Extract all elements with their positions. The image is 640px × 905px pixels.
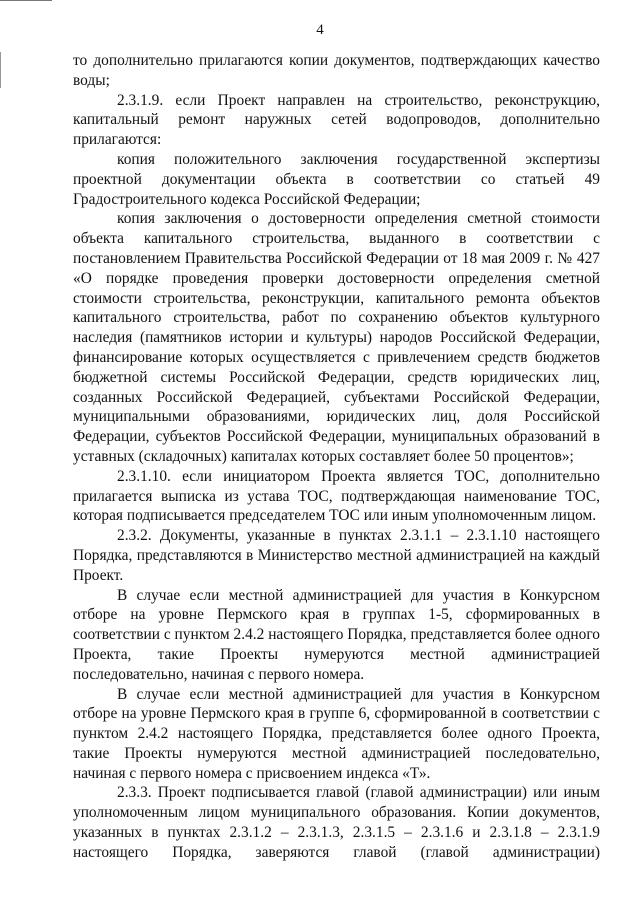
- paragraph-groups-1-5: В случае если местной администрацией для участия в Конкурсном отборе на уровне Пермского края в группах 1-5, сформированных в соответствии с пунктом 2.4.2 настоящего Порядка, представляется более одного Проекта, такие Проекты нумеруются местной администрацией последовательно, начиная с первого номера.: [73, 586, 600, 683]
- paragraph-2-3-2: 2.3.2. Документы, указанные в пунктах 2.3.1.1 – 2.3.1.10 настоящего Порядка, представляются в Министерство местной администрацией на каждый Проект.: [73, 527, 600, 584]
- paragraph-2-3-3: 2.3.3. Проект подписывается главой (главой администрации) или иным уполномоченным лицом муниципального образования. Копии документов, указанных в пунктах 2.3.1.2 – 2.3.1.3, 2.3.1.5 – 2.3.1.6 и 2.3.1.8 – 2.3.1.9 настоящего Порядка, заверяются главой (главой администрации): [73, 784, 600, 861]
- paragraph-2-3-1-9: 2.3.1.9. если Проект направлен на строительство, реконструкцию, капитальный ремонт наружных сетей водопроводов, дополнительно прилагаются:: [73, 91, 600, 149]
- paragraph-continuation: то дополнительно прилагаются копии документов, подтверждающих качество воды;: [73, 52, 600, 89]
- paragraph-estimate-copy: копия заключения о достоверности определения сметной стоимости объекта капитального строительства, выданного в соответствии с постановлением Правительства Российской Федерации от 18 мая 2009 г. № 427 «О порядке проведения проверки достоверности определения сметной стоимости строительства, реконструкции, капитального ремонта объектов капитального строительства, работ по сохранению объектов культурного наследия (памятников истории и культуры) народов Российской Федерации, финансирование которых осуществляется с привлечением средств бюджетов бюджетной системы Российской Федерации, средств юридических лиц, созданных Российской Федерацией, субъектами Российской Федерации, муниципальными образованиями, юридических лиц, доля Российской Федерации, субъектов Российской Федерации, муниципальных образований в уставных (складочных) капиталах которых составляет более 50 процентов»;: [73, 210, 600, 465]
- scan-edge-line: [0, 0, 52, 1]
- page-number: 4: [316, 22, 324, 38]
- paragraph-2-3-1-10: 2.3.1.10. если инициатором Проекта является ТОС, дополнительно прилагается выписка из устава ТОС, подтверждающая наименование ТОС, которая подписывается председателем ТОС или иным уполномоченным лицом.: [73, 467, 600, 525]
- scan-edge-mark: [0, 52, 1, 88]
- document-body: [73, 51, 600, 863]
- paragraph-group-6: В случае если местной администрацией для участия в Конкурсном отборе на уровне Пермского края в группе 6, сформированной в соответствии с пунктом 2.4.2 настоящего Порядка, представляется более одного Проекта, такие Проекты нумеруются местной администрацией последовательно, начиная с первого номера с присвоением индекса «Т».: [73, 685, 600, 782]
- paragraph-expertise-copy: копия положительного заключения государственной экспертизы проектной документации объекта в соответствии со статьей 49 Градостроительного кодекса Российской Федерации;: [73, 150, 600, 208]
